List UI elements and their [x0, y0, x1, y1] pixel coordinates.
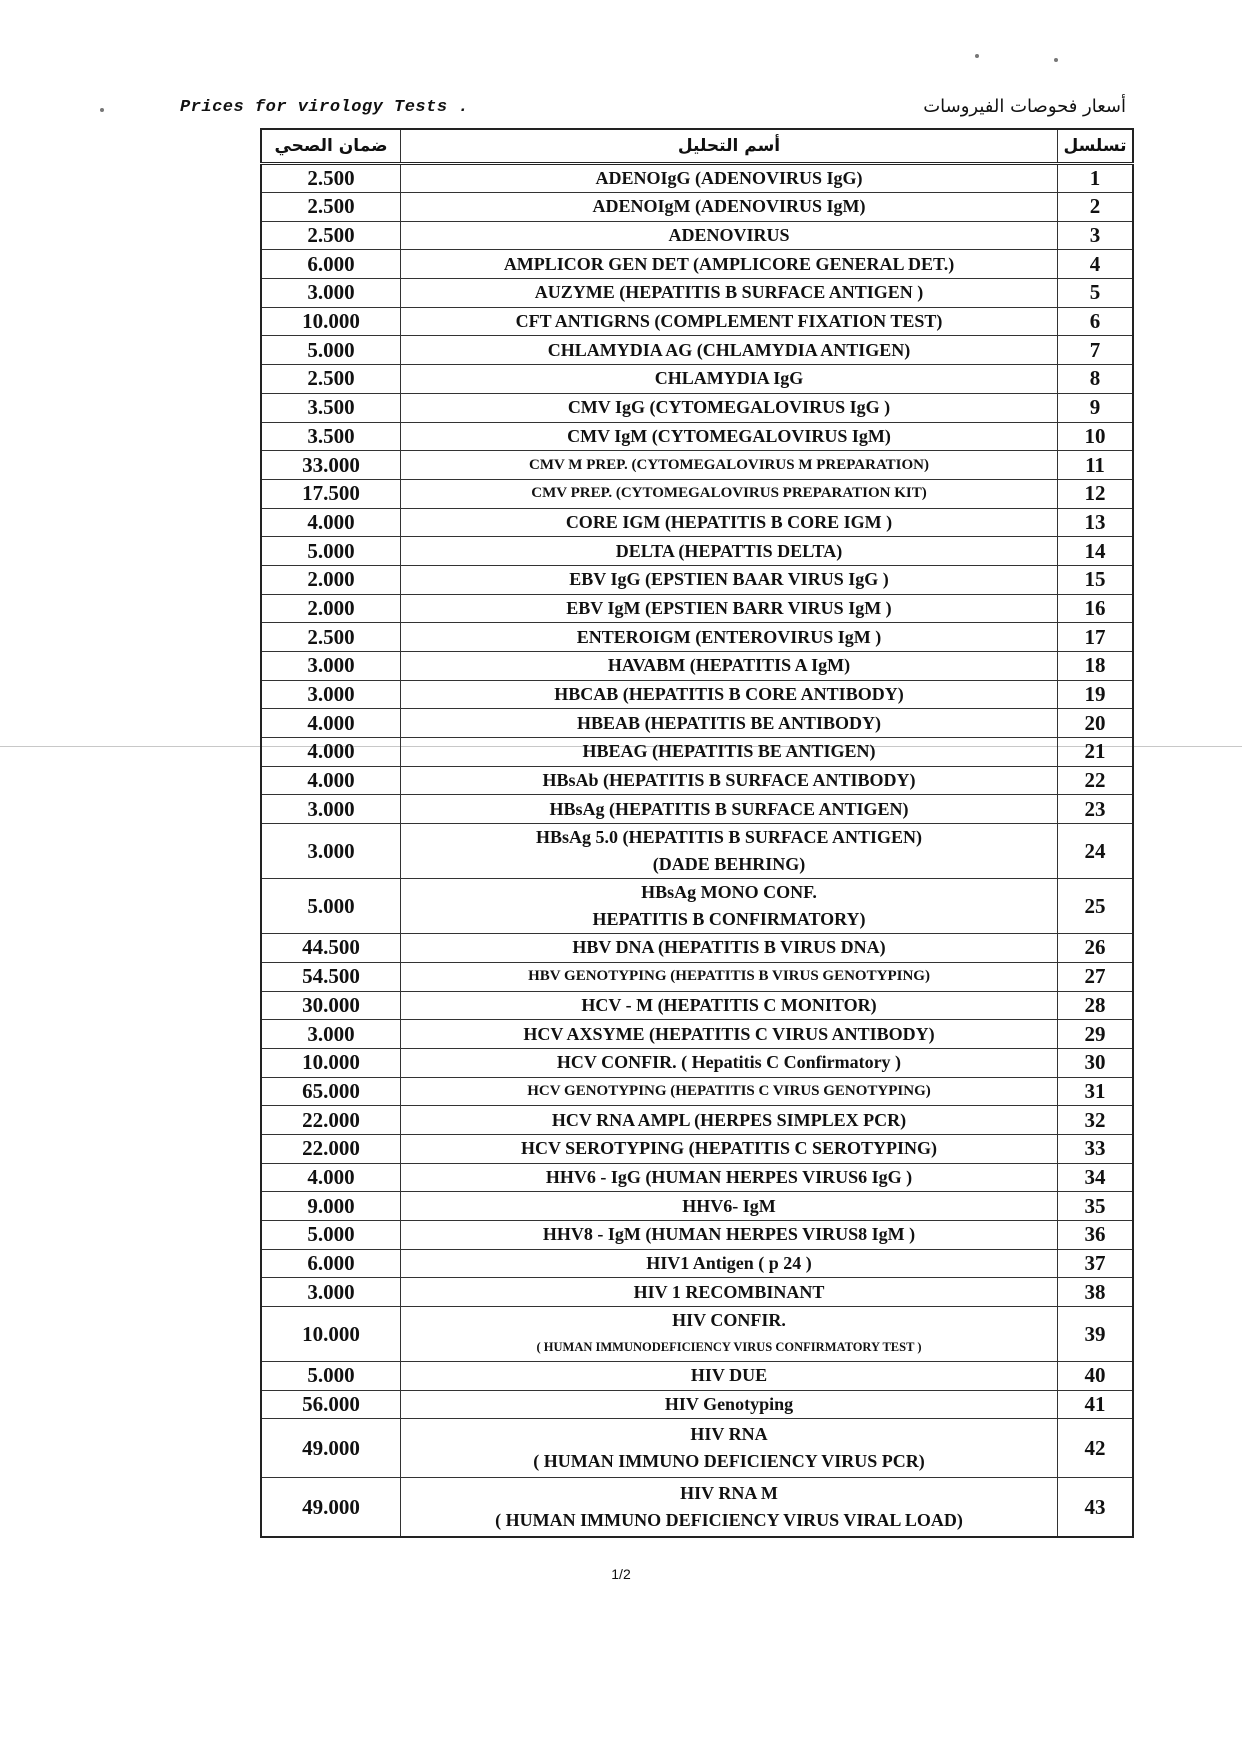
test-name-cell	[401, 422, 1058, 451]
price-cell: 3.000	[261, 279, 401, 308]
test-name-detail: ( HUMAN IMMUNO DEFICIENCY VIRUS PCR)	[533, 1451, 925, 1472]
price-cell: 44.500	[261, 934, 401, 963]
table-row	[261, 1307, 1133, 1362]
table-body	[261, 164, 1133, 1537]
table-header-row	[261, 129, 1133, 164]
test-name: HBsAg (HEPATITIS B SURFACE ANTIGEN)	[549, 798, 909, 819]
serial-cell: 42	[1058, 1419, 1134, 1478]
title-arabic: أسعار فحوصات الفيروسات	[923, 96, 1126, 117]
test-name-cell	[401, 1278, 1058, 1307]
price-cell: 5.000	[261, 336, 401, 365]
test-name-cell	[401, 680, 1058, 709]
serial-cell: 38	[1058, 1278, 1134, 1307]
serial-cell: 23	[1058, 795, 1134, 824]
table-row	[261, 479, 1133, 508]
price-cell: 6.000	[261, 250, 401, 279]
test-name-cell	[401, 1307, 1058, 1362]
table-row	[261, 594, 1133, 623]
test-name-cell	[401, 193, 1058, 222]
page-number: 1/2	[611, 1566, 631, 1582]
serial-cell: 17	[1058, 623, 1134, 652]
table-row	[261, 1221, 1133, 1250]
price-cell: 5.000	[261, 1221, 401, 1250]
table-row	[261, 508, 1133, 537]
serial-cell: 12	[1058, 479, 1134, 508]
test-name: HCV SEROTYPING (HEPATITIS C SEROTYPING)	[520, 1138, 938, 1159]
test-name-cell	[401, 824, 1058, 879]
test-name-cell	[401, 307, 1058, 336]
serial-cell: 7	[1058, 336, 1134, 365]
test-name: CMV IgG (CYTOMEGALOVIRUS IgG )	[567, 397, 891, 418]
serial-cell: 1	[1058, 164, 1134, 193]
test-name: EBV IgM (EPSTIEN BARR VIRUS IgM )	[566, 597, 892, 618]
price-cell: 2.000	[261, 565, 401, 594]
test-name-cell	[401, 1106, 1058, 1135]
table-row	[261, 1362, 1133, 1391]
test-name: AMPLICOR GEN DET (AMPLICORE GENERAL DET.)	[503, 253, 955, 274]
header-test-name: أسم التحليل	[401, 129, 1058, 164]
test-name-cell	[401, 1048, 1058, 1077]
price-cell: 5.000	[261, 537, 401, 566]
test-name-cell	[401, 1221, 1058, 1250]
serial-cell: 24	[1058, 824, 1134, 879]
table-row	[261, 879, 1133, 934]
test-name: AUZYME (HEPATITIS B SURFACE ANTIGEN )	[534, 282, 924, 303]
price-cell: 4.000	[261, 738, 401, 767]
test-name-cell	[401, 1419, 1058, 1478]
price-cell: 30.000	[261, 991, 401, 1020]
serial-cell: 33	[1058, 1134, 1134, 1163]
price-cell: 2.500	[261, 164, 401, 193]
test-name: HBsAb (HEPATITIS B SURFACE ANTIBODY)	[542, 770, 916, 791]
test-name-cell	[401, 279, 1058, 308]
table-row	[261, 1020, 1133, 1049]
test-name-cell	[401, 991, 1058, 1020]
prices-table	[260, 128, 1134, 1538]
table-row	[261, 934, 1133, 963]
test-name: HCV CONFIR. ( Hepatitis C Confirmatory )	[556, 1052, 902, 1073]
price-cell: 2.500	[261, 221, 401, 250]
price-cell: 3.500	[261, 422, 401, 451]
price-cell: 10.000	[261, 307, 401, 336]
test-name: CHLAMYDIA IgG	[654, 368, 804, 389]
serial-cell: 4	[1058, 250, 1134, 279]
price-cell: 10.000	[261, 1307, 401, 1362]
table-row	[261, 1478, 1133, 1537]
test-name-detail: ( HUMAN IMMUNODEFICIENCY VIRUS CONFIRMATORY TEST )	[536, 1340, 922, 1355]
scan-speck	[100, 108, 104, 112]
test-name-cell	[401, 1192, 1058, 1221]
test-name: HBsAg MONO CONF.	[641, 882, 817, 903]
serial-cell: 31	[1058, 1077, 1134, 1106]
serial-cell: 28	[1058, 991, 1134, 1020]
test-name-cell	[401, 1163, 1058, 1192]
serial-cell: 30	[1058, 1048, 1134, 1077]
test-name-detail: HEPATITIS B CONFIRMATORY)	[592, 909, 866, 930]
price-cell: 10.000	[261, 1048, 401, 1077]
serial-cell: 9	[1058, 393, 1134, 422]
table-row	[261, 738, 1133, 767]
table-row	[261, 1048, 1133, 1077]
test-name-cell	[401, 879, 1058, 934]
test-name: HCV RNA AMPL (HERPES SIMPLEX PCR)	[551, 1109, 907, 1130]
test-name: HBV GENOTYPING (HEPATITIS B VIRUS GENOTYPING)	[528, 968, 930, 985]
serial-cell: 41	[1058, 1390, 1134, 1419]
test-name-cell	[401, 1020, 1058, 1049]
test-name: HBsAg 5.0 (HEPATITIS B SURFACE ANTIGEN)	[535, 827, 923, 848]
title-english: Prices for virology Tests .	[180, 98, 469, 117]
price-cell: 49.000	[261, 1478, 401, 1537]
serial-cell: 18	[1058, 652, 1134, 681]
test-name-cell	[401, 795, 1058, 824]
test-name: HBEAG (HEPATITIS BE ANTIGEN)	[582, 741, 876, 762]
test-name-cell	[401, 623, 1058, 652]
serial-cell: 29	[1058, 1020, 1134, 1049]
test-name: CHLAMYDIA AG (CHLAMYDIA ANTIGEN)	[547, 339, 911, 360]
table-row	[261, 451, 1133, 480]
test-name-cell	[401, 365, 1058, 394]
test-name: HBCAB (HEPATITIS B CORE ANTIBODY)	[554, 684, 904, 705]
price-cell: 3.000	[261, 680, 401, 709]
table-row	[261, 652, 1133, 681]
serial-cell: 26	[1058, 934, 1134, 963]
table-row	[261, 164, 1133, 193]
test-name-cell	[401, 962, 1058, 991]
table-row	[261, 1192, 1133, 1221]
test-name-cell	[401, 1478, 1058, 1537]
test-name-cell	[401, 451, 1058, 480]
serial-cell: 20	[1058, 709, 1134, 738]
serial-cell: 13	[1058, 508, 1134, 537]
table-row	[261, 1134, 1133, 1163]
table-row	[261, 709, 1133, 738]
test-name-cell	[401, 250, 1058, 279]
serial-cell: 21	[1058, 738, 1134, 767]
test-name: CMV PREP. (CYTOMEGALOVIRUS PREPARATION KIT)	[531, 485, 927, 502]
test-name-cell	[401, 738, 1058, 767]
test-name: HIV1 Antigen ( p 24 )	[646, 1253, 812, 1274]
serial-cell: 34	[1058, 1163, 1134, 1192]
header-price: ضمان الصحي	[261, 129, 401, 164]
table-row	[261, 279, 1133, 308]
test-name: HCV - M (HEPATITIS C MONITOR)	[581, 994, 877, 1015]
test-name: HIV RNA M	[680, 1483, 778, 1504]
test-name-cell	[401, 652, 1058, 681]
test-name: HIV CONFIR.	[672, 1310, 786, 1331]
serial-cell: 5	[1058, 279, 1134, 308]
table-row	[261, 393, 1133, 422]
table-row	[261, 422, 1133, 451]
serial-cell: 14	[1058, 537, 1134, 566]
serial-cell: 11	[1058, 451, 1134, 480]
test-name-cell	[401, 479, 1058, 508]
price-cell: 4.000	[261, 709, 401, 738]
test-name: ADENOIgM (ADENOVIRUS IgM)	[592, 196, 866, 217]
table-row	[261, 537, 1133, 566]
test-name: HHV6 - IgG (HUMAN HERPES VIRUS6 IgG )	[545, 1166, 913, 1187]
test-name: HCV GENOTYPING (HEPATITIS C VIRUS GENOTYPING)	[527, 1082, 931, 1099]
serial-cell: 10	[1058, 422, 1134, 451]
price-cell: 17.500	[261, 479, 401, 508]
price-cell: 3.000	[261, 652, 401, 681]
price-cell: 3.000	[261, 824, 401, 879]
test-name: HHV6- IgM	[682, 1195, 776, 1216]
serial-cell: 6	[1058, 307, 1134, 336]
table-row	[261, 307, 1133, 336]
serial-cell: 37	[1058, 1249, 1134, 1278]
price-cell: 2.000	[261, 594, 401, 623]
test-name: HIV RNA	[690, 1424, 768, 1445]
serial-cell: 2	[1058, 193, 1134, 222]
test-name-detail: ( HUMAN IMMUNO DEFICIENCY VIRUS VIRAL LOAD)	[495, 1510, 963, 1531]
table-row	[261, 565, 1133, 594]
test-name-cell	[401, 565, 1058, 594]
serial-cell: 35	[1058, 1192, 1134, 1221]
test-name: ADENOIgG (ADENOVIRUS IgG)	[595, 168, 863, 188]
test-name: HIV 1 RECOMBINANT	[633, 1281, 825, 1302]
serial-cell: 39	[1058, 1307, 1134, 1362]
test-name: HHV8 - IgM (HUMAN HERPES VIRUS8 IgM )	[542, 1224, 916, 1245]
table-row	[261, 680, 1133, 709]
test-name: EBV IgG (EPSTIEN BAAR VIRUS IgG )	[569, 569, 889, 590]
table-row	[261, 1106, 1133, 1135]
test-name-cell	[401, 1390, 1058, 1419]
price-cell: 54.500	[261, 962, 401, 991]
test-name-cell	[401, 766, 1058, 795]
serial-cell: 22	[1058, 766, 1134, 795]
price-cell: 4.000	[261, 766, 401, 795]
price-cell: 22.000	[261, 1106, 401, 1135]
price-cell: 4.000	[261, 508, 401, 537]
test-name: HBEAB (HEPATITIS BE ANTIBODY)	[577, 712, 881, 733]
test-name-cell	[401, 594, 1058, 623]
test-name-cell	[401, 1077, 1058, 1106]
price-cell: 5.000	[261, 1362, 401, 1391]
test-name: CMV M PREP. (CYTOMEGALOVIRUS M PREPARATION)	[529, 456, 929, 473]
price-cell: 3.000	[261, 795, 401, 824]
test-name: CMV IgM (CYTOMEGALOVIRUS IgM)	[567, 425, 891, 446]
table-row	[261, 991, 1133, 1020]
price-cell: 2.500	[261, 365, 401, 394]
table-row	[261, 193, 1133, 222]
test-name: HAVABM (HEPATITIS A IgM)	[607, 655, 851, 676]
table-row	[261, 250, 1133, 279]
price-cell: 2.500	[261, 193, 401, 222]
serial-cell: 27	[1058, 962, 1134, 991]
test-name-cell	[401, 164, 1058, 193]
test-name: HIV DUE	[690, 1365, 768, 1386]
test-name: HBV DNA (HEPATITIS B VIRUS DNA)	[572, 937, 886, 958]
test-name: ENTEROIGM (ENTEROVIRUS IgM )	[576, 626, 882, 647]
table-row	[261, 1077, 1133, 1106]
price-cell: 33.000	[261, 451, 401, 480]
test-name-cell	[401, 1249, 1058, 1278]
test-name-cell	[401, 336, 1058, 365]
serial-cell: 19	[1058, 680, 1134, 709]
price-cell: 9.000	[261, 1192, 401, 1221]
table-row	[261, 962, 1133, 991]
table-row	[261, 1249, 1133, 1278]
serial-cell: 16	[1058, 594, 1134, 623]
table-row	[261, 221, 1133, 250]
price-cell: 5.000	[261, 879, 401, 934]
serial-cell: 43	[1058, 1478, 1134, 1537]
test-name: HCV AXSYME (HEPATITIS C VIRUS ANTIBODY)	[523, 1023, 935, 1044]
test-name: ADENOVIRUS	[668, 225, 790, 246]
serial-cell: 8	[1058, 365, 1134, 394]
test-name-cell	[401, 1134, 1058, 1163]
price-cell: 3.500	[261, 393, 401, 422]
test-name: CFT ANTIGRNS (COMPLEMENT FIXATION TEST)	[515, 311, 943, 332]
table-row	[261, 1163, 1133, 1192]
price-cell: 49.000	[261, 1419, 401, 1478]
test-name-cell	[401, 934, 1058, 963]
test-name-detail: (DADE BEHRING)	[652, 854, 806, 875]
serial-cell: 40	[1058, 1362, 1134, 1391]
price-cell: 4.000	[261, 1163, 401, 1192]
test-name-cell	[401, 221, 1058, 250]
price-cell: 56.000	[261, 1390, 401, 1419]
serial-cell: 15	[1058, 565, 1134, 594]
table-row	[261, 1390, 1133, 1419]
test-name-cell	[401, 1362, 1058, 1391]
test-name-cell	[401, 537, 1058, 566]
test-name: DELTA (HEPATTIS DELTA)	[615, 540, 843, 561]
price-cell: 22.000	[261, 1134, 401, 1163]
test-name: HIV Genotyping	[664, 1394, 794, 1415]
scan-speck	[1054, 58, 1058, 62]
serial-cell: 25	[1058, 879, 1134, 934]
table-row	[261, 766, 1133, 795]
table-row	[261, 1278, 1133, 1307]
price-cell: 3.000	[261, 1278, 401, 1307]
table-row	[261, 623, 1133, 652]
header-serial: تسلسل	[1058, 129, 1134, 164]
table-row	[261, 824, 1133, 879]
price-cell: 6.000	[261, 1249, 401, 1278]
test-name-cell	[401, 508, 1058, 537]
test-name: CORE IGM (HEPATITIS B CORE IGM )	[565, 511, 893, 532]
price-cell: 65.000	[261, 1077, 401, 1106]
test-name-cell	[401, 393, 1058, 422]
table-row	[261, 1419, 1133, 1478]
serial-cell: 3	[1058, 221, 1134, 250]
table-row	[261, 795, 1133, 824]
test-name-cell	[401, 709, 1058, 738]
scan-speck	[975, 54, 979, 58]
table-row	[261, 336, 1133, 365]
serial-cell: 36	[1058, 1221, 1134, 1250]
price-cell: 3.000	[261, 1020, 401, 1049]
serial-cell: 32	[1058, 1106, 1134, 1135]
table-row	[261, 365, 1133, 394]
price-cell: 2.500	[261, 623, 401, 652]
